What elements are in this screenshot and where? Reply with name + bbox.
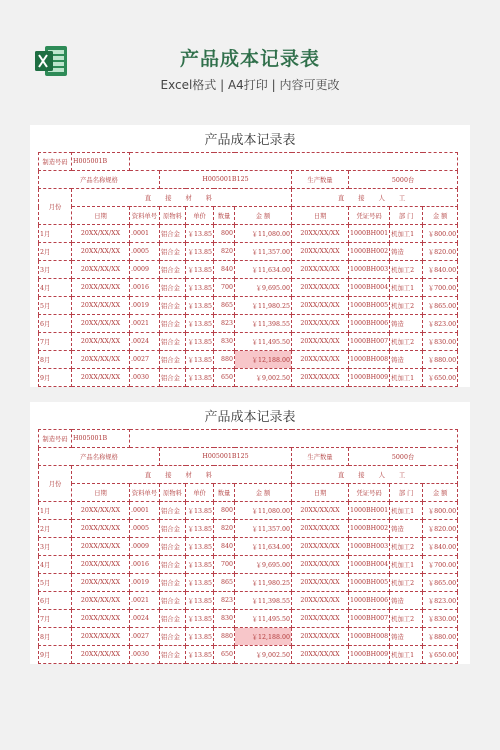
cell-mat: 铝合金 [160,261,186,279]
cell-date2: 20XX/XX/XX [292,225,349,243]
column-header: 日期 [292,484,349,502]
table-row [39,646,458,664]
cell-amount: ￥11,080.00 [235,225,292,243]
cell-date: 20XX/XX/XX [72,628,130,646]
cell-doc: .0016 [130,556,160,574]
cell-amount2: ￥865.00 [423,297,458,315]
cell-amount: ￥9,695.00 [235,556,292,574]
cell-date2: 20XX/XX/XX [292,243,349,261]
cell-amount2: ￥650.00 [423,646,458,664]
cell-date2: 20XX/XX/XX [292,297,349,315]
cell-date: 20XX/XX/XX [72,556,130,574]
table-row [39,315,458,333]
column-header: 数量 [214,484,235,502]
cell-dept: 机加工1 [390,502,423,520]
month-header: 月份 [39,466,72,502]
cell-amount2: ￥830.00 [423,333,458,351]
cell-month: 9月 [39,646,72,664]
cell-dept: 机加工1 [390,556,423,574]
cell-month: 3月 [39,261,72,279]
cell-doc: .0009 [130,538,160,556]
cell-amount: ￥11,357.00 [235,243,292,261]
cell-qty: 840 [214,261,235,279]
qty-label: 生产数量 [292,448,349,466]
cell-dept: 铸造 [390,315,423,333]
cell-doc: .0021 [130,315,160,333]
cell-doc: .0021 [130,592,160,610]
cost-record-table [38,152,458,387]
cell-date2: 20XX/XX/XX [292,610,349,628]
cell-date: 20XX/XX/XX [72,315,130,333]
cell-amount2: ￥880.00 [423,351,458,369]
cell-doc: .0027 [130,628,160,646]
cell-dept: 机加工1 [390,646,423,664]
cell-date: 20XX/XX/XX [72,243,130,261]
cell-doc: .0005 [130,243,160,261]
cell-dept: 机加工2 [390,538,423,556]
cell-dept: 机加工1 [390,369,423,387]
cell-dept: 机加工2 [390,297,423,315]
cell-amount: ￥9,695.00 [235,279,292,297]
cell-date: 20XX/XX/XX [72,225,130,243]
cell-amount: ￥11,980.25 [235,297,292,315]
empty-cell [130,430,458,448]
cell-price: ￥13.85 [186,592,214,610]
column-header: 部 门 [390,484,423,502]
spec-label: 产品名称规格 [39,448,160,466]
spec-value: H005001B125 [160,448,292,466]
cell-amount: ￥11,080.00 [235,502,292,520]
cell-amount: ￥11,634.00 [235,261,292,279]
cell-qty: 800 [214,225,235,243]
cell-qty: 865 [214,297,235,315]
cell-mat: 铝合金 [160,225,186,243]
cell-dept: 机加工2 [390,333,423,351]
doc-no-label: 制造号码 [39,153,72,171]
cell-mat: 铝合金 [160,556,186,574]
spec-row [39,448,458,466]
column-header: 日期 [72,484,130,502]
cell-doc: .0024 [130,610,160,628]
cell-dept: 铸造 [390,628,423,646]
header [0,0,500,116]
table-row [39,351,458,369]
cell-date: 20XX/XX/XX [72,333,130,351]
cell-doc: .0027 [130,351,160,369]
cell-month: 6月 [39,592,72,610]
cell-voucher: 1000BH008 [349,351,390,369]
cell-date: 20XX/XX/XX [72,574,130,592]
cell-month: 6月 [39,315,72,333]
cell-dept: 铸造 [390,351,423,369]
spec-value: H005001B125 [160,171,292,189]
cell-voucher: 1000BH004 [349,279,390,297]
cell-mat: 铝合金 [160,297,186,315]
cell-voucher: 1000BH002 [349,520,390,538]
cell-doc: .0001 [130,225,160,243]
cell-month: 7月 [39,610,72,628]
cell-mat: 铝合金 [160,315,186,333]
table-row [39,297,458,315]
cell-qty: 700 [214,556,235,574]
cell-voucher: 1000BH009 [349,646,390,664]
cell-date: 20XX/XX/XX [72,279,130,297]
doc-no-value: H005001B [72,430,130,448]
cell-date: 20XX/XX/XX [72,261,130,279]
cell-voucher: 1000BH003 [349,538,390,556]
cell-qty: 700 [214,279,235,297]
cell-month: 4月 [39,556,72,574]
table-row [39,243,458,261]
sheet-title: 产品成本记录表 [204,133,296,148]
cell-price: ￥13.85 [186,351,214,369]
doc-no-row [39,153,458,171]
cell-month: 5月 [39,574,72,592]
cell-doc: .0024 [130,333,160,351]
cell-price: ￥13.85 [186,315,214,333]
table-row [39,333,458,351]
cell-amount: ￥9,002.50 [235,369,292,387]
cell-amount2: ￥700.00 [423,556,458,574]
cell-amount: ￥9,002.50 [235,646,292,664]
cell-month: 5月 [39,297,72,315]
cell-date2: 20XX/XX/XX [292,502,349,520]
cell-mat: 铝合金 [160,369,186,387]
cell-dept: 机加工2 [390,574,423,592]
table-row [39,520,458,538]
table-row [39,628,458,646]
doc-no-value: H005001B [72,153,130,171]
column-header: 单价 [186,207,214,225]
cell-price: ￥13.85 [186,628,214,646]
direct-labor-header: 直 接 人 工 [292,189,458,207]
cell-date: 20XX/XX/XX [72,592,130,610]
cell-doc: .0019 [130,574,160,592]
cell-mat: 铝合金 [160,628,186,646]
table-row [39,592,458,610]
cell-voucher: 1000BH007 [349,610,390,628]
cell-dept: 机加工1 [390,279,423,297]
cell-date2: 20XX/XX/XX [292,351,349,369]
cell-mat: 铝合金 [160,646,186,664]
column-header: 日期 [72,207,130,225]
cell-voucher: 1000BH003 [349,261,390,279]
column-header: 资料单号 [130,484,160,502]
cell-price: ￥13.85 [186,574,214,592]
cell-month: 2月 [39,520,72,538]
cell-doc: .0030 [130,646,160,664]
cell-month: 1月 [39,225,72,243]
table-row [39,538,458,556]
cell-qty: 823 [214,315,235,333]
table-row [39,225,458,243]
table-row [39,279,458,297]
cell-dept: 铸造 [390,520,423,538]
table-row [39,369,458,387]
cell-mat: 铝合金 [160,502,186,520]
cell-amount: ￥11,634.00 [235,538,292,556]
month-header: 月份 [39,189,72,225]
column-header: 部 门 [390,207,423,225]
empty-cell [130,153,458,171]
column-header: 原物料 [160,484,186,502]
cell-mat: 铝合金 [160,592,186,610]
direct-material-header: 直 接 材 料 [72,189,292,207]
column-header-row [39,207,458,225]
cell-amount: ￥12,188.00 [235,351,292,369]
cell-amount2: ￥650.00 [423,369,458,387]
column-header: 日期 [292,207,349,225]
cell-doc: .0009 [130,261,160,279]
cell-voucher: 1000BH009 [349,369,390,387]
cell-price: ￥13.85 [186,502,214,520]
cell-month: 1月 [39,502,72,520]
cell-amount2: ￥820.00 [423,520,458,538]
cell-date2: 20XX/XX/XX [292,592,349,610]
qty-label: 生产数量 [292,171,349,189]
cell-voucher: 1000BH006 [349,592,390,610]
cell-mat: 铝合金 [160,333,186,351]
cell-price: ￥13.85 [186,333,214,351]
cell-amount2: ￥800.00 [423,225,458,243]
cell-date: 20XX/XX/XX [72,502,130,520]
cell-qty: 880 [214,351,235,369]
cell-price: ￥13.85 [186,556,214,574]
column-header: 金 额 [235,207,292,225]
cost-record-table [38,429,458,664]
cell-date: 20XX/XX/XX [72,520,130,538]
cell-amount2: ￥820.00 [423,243,458,261]
doc-no-label: 制造号码 [39,430,72,448]
cell-price: ￥13.85 [186,369,214,387]
cell-month: 7月 [39,333,72,351]
cell-qty: 823 [214,592,235,610]
cell-date: 20XX/XX/XX [72,646,130,664]
cell-qty: 830 [214,333,235,351]
cell-date: 20XX/XX/XX [72,369,130,387]
cell-mat: 铝合金 [160,610,186,628]
section-header-row [39,189,458,207]
cell-voucher: 1000BH001 [349,225,390,243]
cell-price: ￥13.85 [186,520,214,538]
cell-date: 20XX/XX/XX [72,297,130,315]
cell-mat: 铝合金 [160,538,186,556]
spec-label: 产品名称规格 [39,171,160,189]
cell-doc: .0005 [130,520,160,538]
cell-date2: 20XX/XX/XX [292,574,349,592]
column-header: 单价 [186,484,214,502]
cell-amount: ￥12,188.00 [235,628,292,646]
cell-qty: 800 [214,502,235,520]
column-header: 金 额 [423,207,458,225]
cell-price: ￥13.85 [186,225,214,243]
cell-voucher: 1000BH002 [349,243,390,261]
cell-qty: 650 [214,369,235,387]
cell-price: ￥13.85 [186,646,214,664]
cell-mat: 铝合金 [160,574,186,592]
cell-amount2: ￥830.00 [423,610,458,628]
cell-mat: 铝合金 [160,279,186,297]
cell-month: 3月 [39,538,72,556]
cell-voucher: 1000BH005 [349,574,390,592]
cell-amount2: ￥865.00 [423,574,458,592]
cell-qty: 650 [214,646,235,664]
cell-mat: 铝合金 [160,520,186,538]
cell-month: 4月 [39,279,72,297]
cell-qty: 820 [214,520,235,538]
cell-dept: 机加工2 [390,261,423,279]
column-header: 金 额 [235,484,292,502]
cell-month: 8月 [39,351,72,369]
cell-price: ￥13.85 [186,243,214,261]
cell-date: 20XX/XX/XX [72,538,130,556]
sheet-title: 产品成本记录表 [204,410,296,425]
cell-dept: 铸造 [390,243,423,261]
cell-qty: 820 [214,243,235,261]
cell-voucher: 1000BH007 [349,333,390,351]
page-title: 产品成本记录表 [179,48,320,70]
sheet-preview-1 [30,125,470,387]
cell-amount2: ￥700.00 [423,279,458,297]
cell-voucher: 1000BH005 [349,297,390,315]
column-header-row [39,484,458,502]
cell-mat: 铝合金 [160,351,186,369]
column-header: 凭证号码 [349,484,390,502]
cell-voucher: 1000BH001 [349,502,390,520]
cell-date2: 20XX/XX/XX [292,538,349,556]
cell-date2: 20XX/XX/XX [292,369,349,387]
cell-doc: .0016 [130,279,160,297]
spec-row [39,171,458,189]
cell-qty: 830 [214,610,235,628]
cell-doc: .0019 [130,297,160,315]
cell-doc: .0030 [130,369,160,387]
cell-month: 9月 [39,369,72,387]
direct-material-header: 直 接 材 料 [72,466,292,484]
cell-amount: ￥11,357.00 [235,520,292,538]
cell-voucher: 1000BH006 [349,315,390,333]
sheet-preview-2 [30,402,470,664]
cell-date: 20XX/XX/XX [72,351,130,369]
cell-date2: 20XX/XX/XX [292,279,349,297]
cell-voucher: 1000BH004 [349,556,390,574]
cell-amount: ￥11,398.55 [235,592,292,610]
table-row [39,574,458,592]
cell-doc: .0001 [130,502,160,520]
cell-mat: 铝合金 [160,243,186,261]
section-header-row [39,466,458,484]
cell-month: 8月 [39,628,72,646]
table-row [39,502,458,520]
cell-amount2: ￥880.00 [423,628,458,646]
cell-price: ￥13.85 [186,261,214,279]
cell-dept: 机加工1 [390,225,423,243]
cell-price: ￥13.85 [186,610,214,628]
cell-dept: 铸造 [390,592,423,610]
cell-amount2: ￥823.00 [423,592,458,610]
cell-date2: 20XX/XX/XX [292,556,349,574]
cell-amount: ￥11,980.25 [235,574,292,592]
cell-voucher: 1000BH008 [349,628,390,646]
cell-date2: 20XX/XX/XX [292,628,349,646]
column-header: 凭证号码 [349,207,390,225]
cell-price: ￥13.85 [186,297,214,315]
column-header: 资料单号 [130,207,160,225]
column-header: 原物料 [160,207,186,225]
table-row [39,610,458,628]
direct-labor-header: 直 接 人 工 [292,466,458,484]
table-row [39,556,458,574]
qty-value: 5000台 [349,448,458,466]
cell-amount: ￥11,398.55 [235,315,292,333]
cell-date2: 20XX/XX/XX [292,315,349,333]
cell-amount2: ￥800.00 [423,502,458,520]
table-row [39,261,458,279]
cell-qty: 840 [214,538,235,556]
cell-amount2: ￥823.00 [423,315,458,333]
cell-qty: 880 [214,628,235,646]
cell-date2: 20XX/XX/XX [292,646,349,664]
column-header: 金 额 [423,484,458,502]
cell-month: 2月 [39,243,72,261]
cell-date2: 20XX/XX/XX [292,261,349,279]
column-header: 数量 [214,207,235,225]
cell-price: ￥13.85 [186,279,214,297]
cell-date2: 20XX/XX/XX [292,333,349,351]
cell-amount: ￥11,495.50 [235,610,292,628]
page-subtitle: Excel格式 | A4打印 | 内容可更改 [160,78,340,92]
cell-price: ￥13.85 [186,538,214,556]
cell-date2: 20XX/XX/XX [292,520,349,538]
cell-qty: 865 [214,574,235,592]
cell-amount2: ￥840.00 [423,538,458,556]
qty-value: 5000台 [349,171,458,189]
cell-dept: 机加工2 [390,610,423,628]
cell-amount2: ￥840.00 [423,261,458,279]
cell-date: 20XX/XX/XX [72,610,130,628]
cell-amount: ￥11,495.50 [235,333,292,351]
doc-no-row [39,430,458,448]
